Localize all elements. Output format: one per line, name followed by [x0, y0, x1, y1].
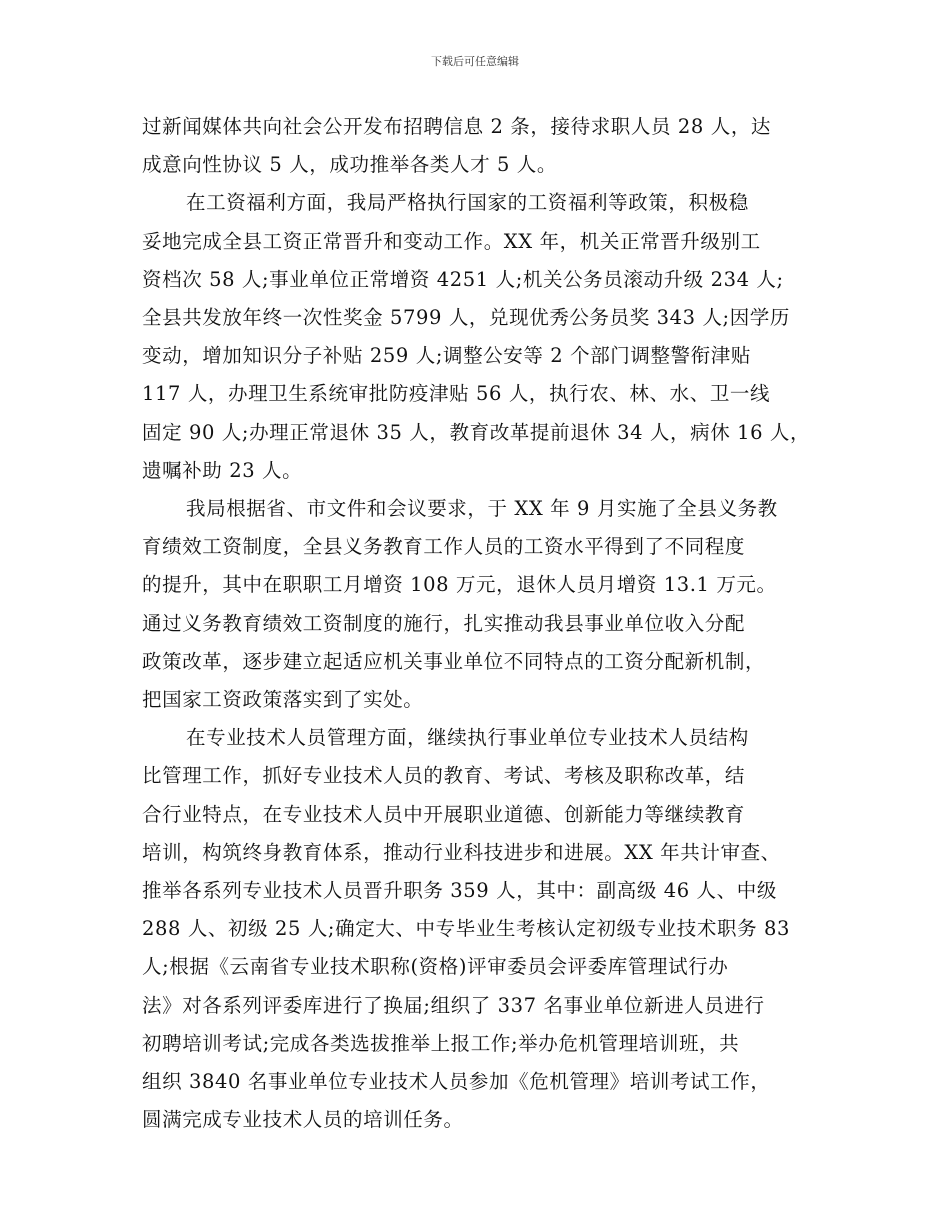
text-line: 117 人，办理卫生系统审批防疫津贴 56 人，执行农、林、水、卫一线	[142, 382, 771, 406]
text-line: 合行业特点，在专业技术人员中开展职业道德、创新能力等继续教育	[142, 802, 746, 826]
text-line: 比管理工作，抓好专业技术人员的教育、考试、考核及职称改革，结	[142, 764, 746, 788]
text-line: 圆满完成专业技术人员的培训任务。	[142, 1108, 464, 1132]
paragraph-first-line: 在工资福利方面，我局严格执行国家的工资福利等政策，积极稳	[186, 191, 749, 215]
body-text	[142, 108, 810, 1139]
text-line: 成意向性协议 5 人，成功推举各类人才 5 人。	[142, 153, 558, 177]
text-line: 组织 3840 名事业单位专业技术人员参加《危机管理》培训考试工作，	[142, 1070, 771, 1094]
text-line: 育绩效工资制度，全县义务教育工作人员的工资水平得到了不同程度	[142, 535, 746, 559]
page-header: 下载后可任意编辑	[431, 55, 519, 68]
text-line: 政策改革，逐步建立起适应机关事业单位不同特点的工资分配新机制，	[142, 649, 766, 673]
text-line: 初聘培训考试;完成各类选拔推举上报工作;举办危机管理培训班，共	[142, 1031, 740, 1055]
text-line: 288 人、初级 25 人;确定大、中专毕业生考核认定初级专业技术职务 83	[142, 917, 791, 941]
text-line: 固定 90 人;办理正常退休 35 人，教育改革提前退休 34 人，病休 16 人，	[142, 420, 811, 444]
text-line: 资档次 58 人;事业单位正常增资 4251 人;机关公务员滚动升级 234 人;	[142, 267, 784, 291]
text-line: 全县共发放年终一次性奖金 5799 人，兑现优秀公务员奖 343 人;因学历	[142, 306, 791, 330]
paragraph-first-line: 我局根据省、市文件和会议要求，于 XX 年 9 月实施了全县义务教	[186, 497, 778, 521]
text-line: 把国家工资政策落实到了实处。	[142, 688, 424, 712]
text-line: 培训，构筑终身教育体系，推动行业科技进步和进展。XX 年共计审查、	[142, 840, 781, 864]
text-line: 过新闻媒体共向社会公开发布招聘信息 2 条，接待求职人员 28 人，达	[142, 115, 772, 138]
text-line: 人;根据《云南省专业技术职称(资格)评审委员会评委库管理试行办	[142, 955, 729, 979]
paragraph-first-line: 在专业技术人员管理方面，继续执行事业单位专业技术人员结构	[186, 726, 749, 750]
text-line: 变动，增加知识分子补贴 259 人;调整公安等 2 个部门调整警衔津贴	[142, 344, 751, 368]
text-line: 的提升，其中在职职工月增资 108 万元，退休人员月增资 13.1 万元。	[142, 573, 777, 597]
text-line: 通过义务教育绩效工资制度的施行，扎实推动我县事业单位收入分配	[142, 611, 746, 635]
text-line: 推举各系列专业技术人员晋升职务 359 人，其中：副高级 46 人、中级	[142, 879, 777, 903]
text-line: 遗嘱补助 23 人。	[142, 458, 303, 482]
text-line: 妥地完成全县工资正常晋升和变动工作。XX 年，机关正常晋升级别工	[142, 229, 761, 253]
text-line: 法》对各系列评委库进行了换届;组织了 337 名事业单位新进人员进行	[142, 993, 765, 1017]
